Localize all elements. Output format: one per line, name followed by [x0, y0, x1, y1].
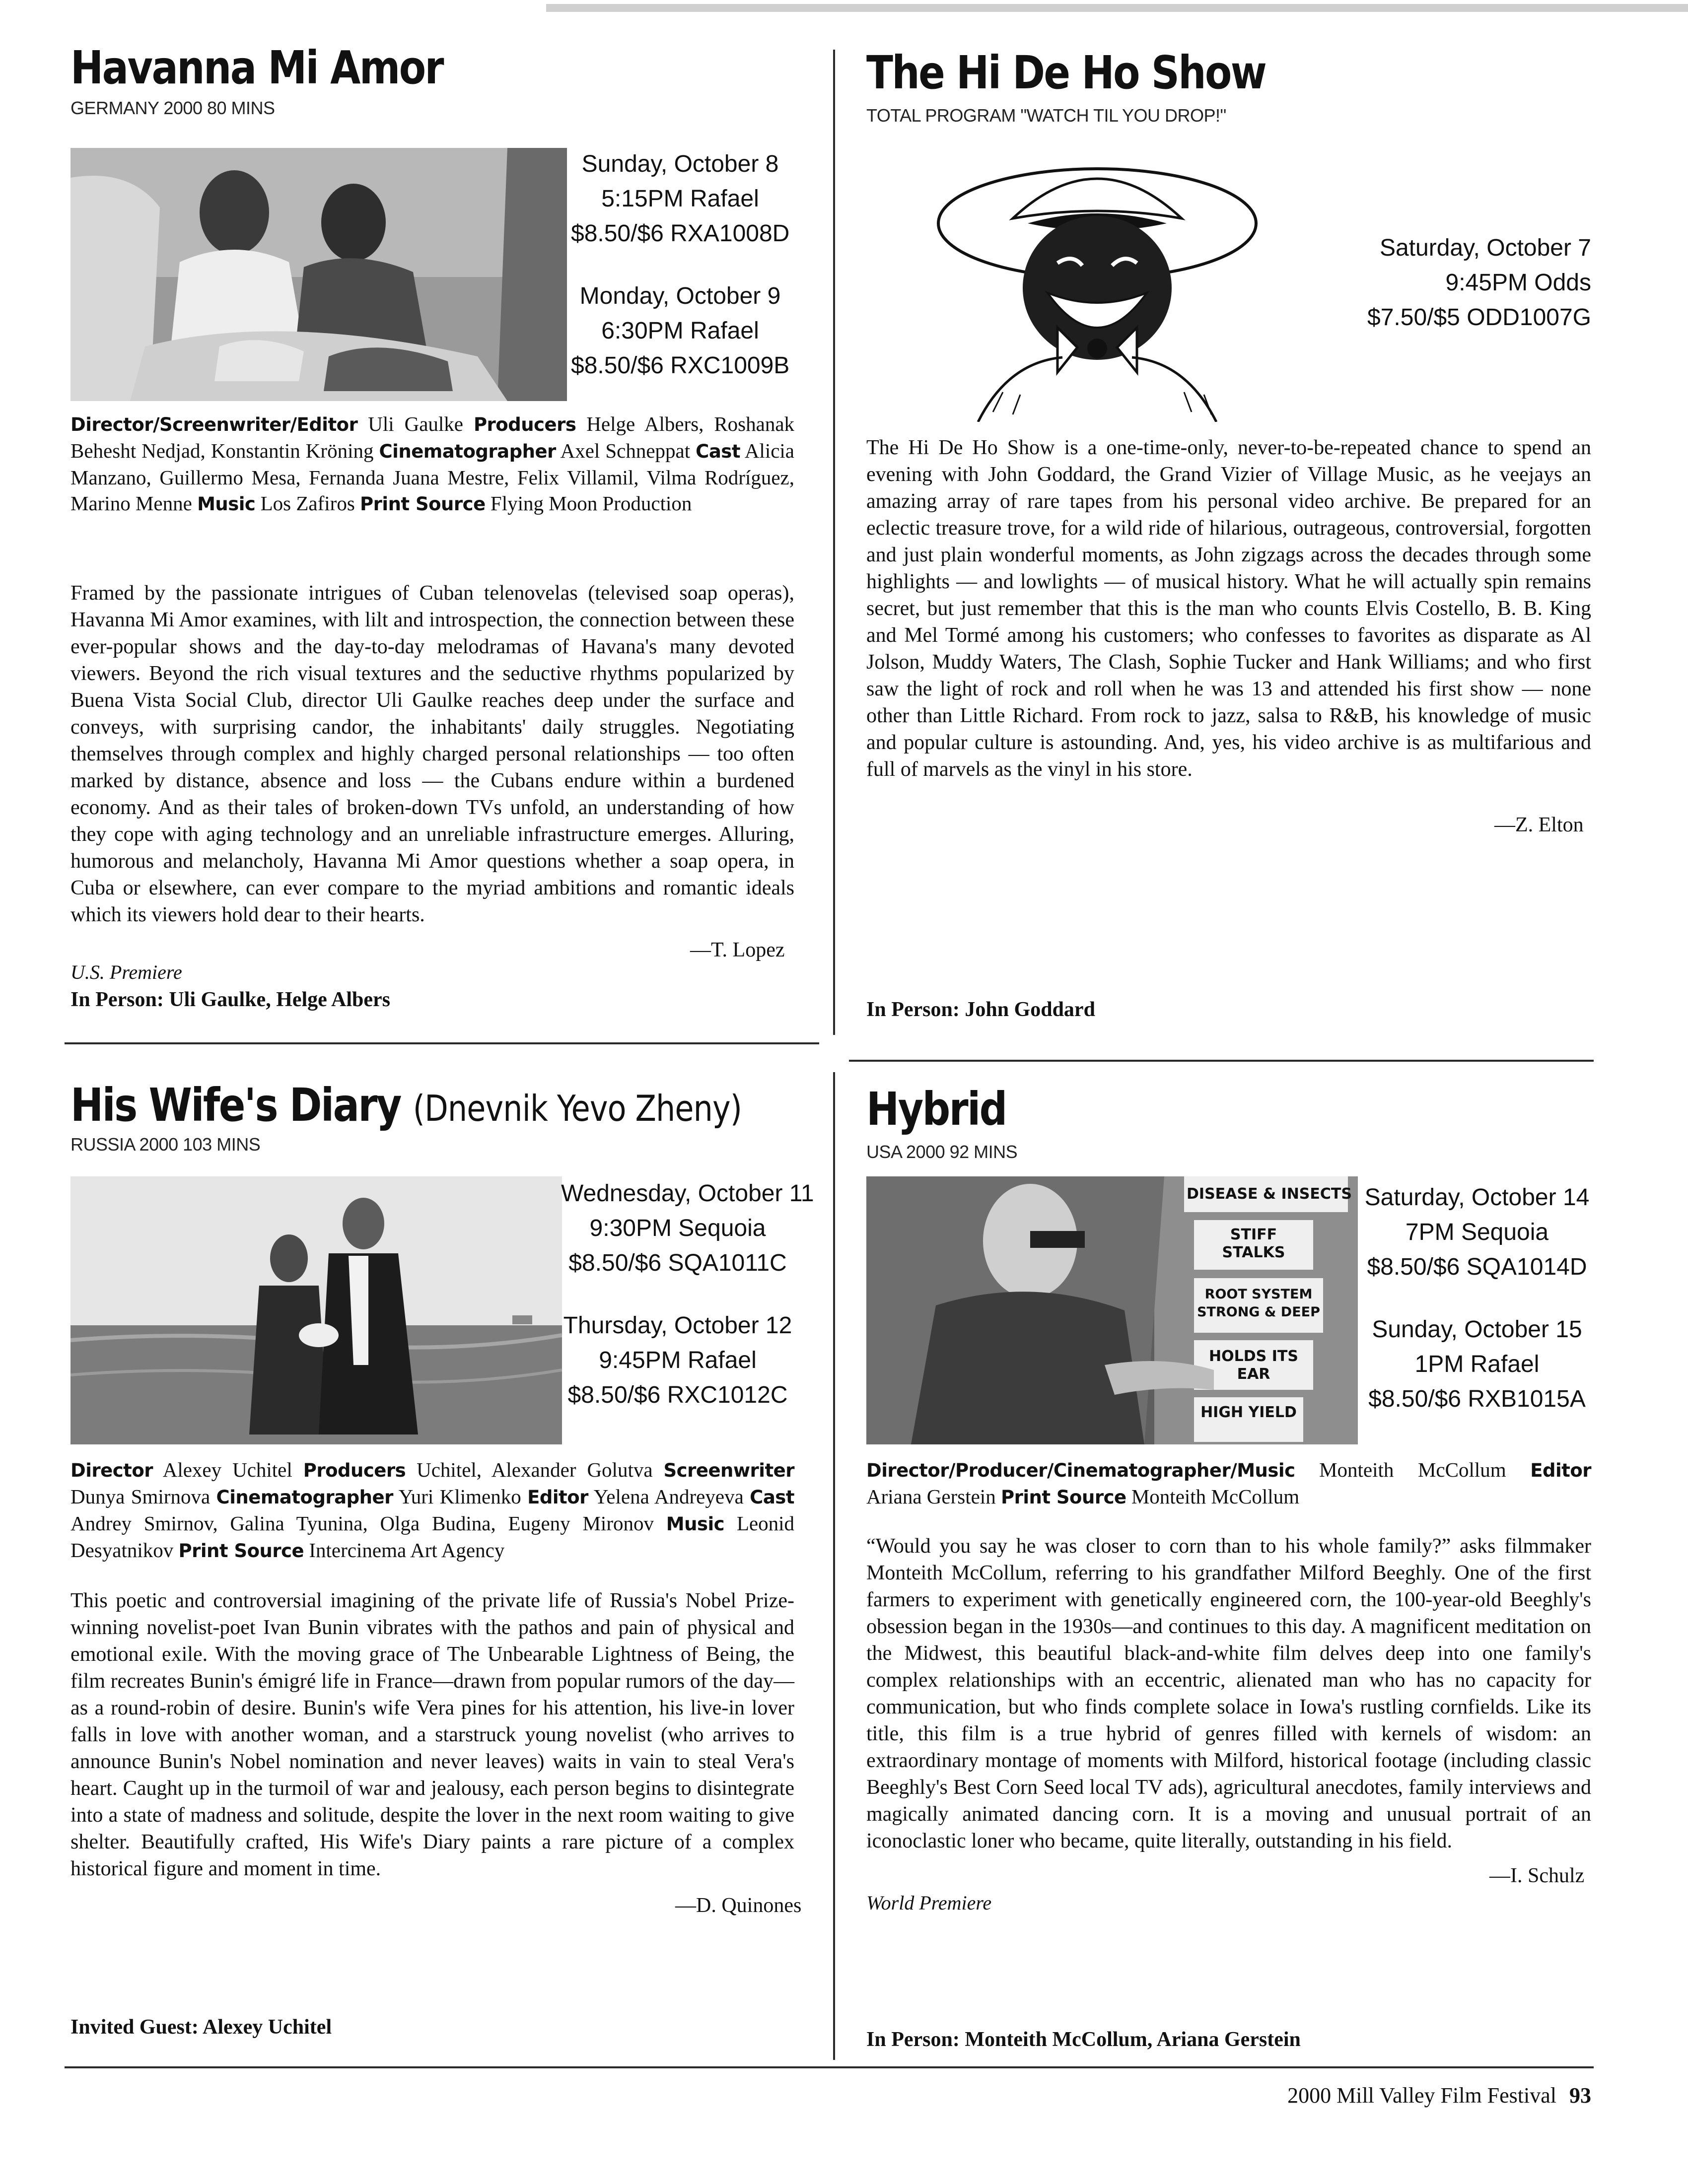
film-meta: USA 2000 92 MINS — [866, 1142, 1018, 1162]
film-meta: RUSSIA 2000 103 MINS — [70, 1134, 261, 1155]
showtime — [1340, 231, 1591, 335]
showtime — [571, 147, 789, 251]
film-still — [70, 1176, 562, 1444]
show-price: $8.50/$6 SQA1014D — [1367, 1254, 1587, 1280]
showtime — [1363, 1180, 1591, 1285]
premiere-label: World Premiere — [866, 1892, 992, 1914]
section-divider-right — [849, 1060, 1594, 1062]
credit-names: Leonid Desyatnikov — [70, 1512, 795, 1562]
credit-role: Director/Producer/Cinematographer/Music — [866, 1460, 1295, 1481]
film-title: The Hi De Ho Show — [866, 46, 1266, 99]
show-price: $7.50/$5 ODD1007G — [1367, 304, 1591, 331]
show-time: 1PM Rafael — [1414, 1351, 1540, 1377]
column-divider-top — [833, 50, 835, 1035]
show-price: $8.50/$6 RXB1015A — [1368, 1386, 1586, 1412]
review-byline: —I. Schulz — [1489, 1864, 1585, 1887]
show-time: 5:15PM Rafael — [601, 186, 759, 212]
credits — [70, 1457, 794, 1564]
showtimes — [561, 1176, 814, 1440]
show-day: Monday, October 9 — [579, 283, 781, 309]
show-time: 7PM Sequoia — [1405, 1219, 1549, 1245]
show-day: Saturday, October 7 — [1380, 235, 1591, 261]
credit-names: Ariana Gerstein — [866, 1485, 996, 1508]
show-time: 9:30PM Sequoia — [589, 1215, 766, 1241]
credit-names: Intercinema Art Agency — [309, 1539, 505, 1562]
show-day: Thursday, October 12 — [563, 1312, 792, 1339]
review-byline: —Z. Elton — [1494, 814, 1584, 836]
credit-names: Helge Albers, Roshanak Behesht Nedjad, Konstantin Kröning — [70, 412, 795, 462]
credit-names: Monteith McCollum — [1131, 1485, 1300, 1508]
section-divider-left — [65, 1042, 819, 1044]
credit-role: Director/Screenwriter/Editor — [70, 414, 358, 435]
film-title: Hybrid — [866, 1083, 1006, 1136]
credit-names: Los Zafiros — [260, 492, 355, 515]
credit-names: Flying Moon Production — [490, 492, 692, 515]
credit-role: Director — [70, 1460, 153, 1481]
in-person-guests: In Person: John Goddard — [866, 998, 1095, 1021]
film-meta: GERMANY 2000 80 MINS — [70, 98, 275, 118]
photo-sign: ROOT SYSTEM STRONG & DEEP — [1197, 1287, 1320, 1320]
show-day: Wednesday, October 11 — [561, 1180, 814, 1207]
credit-role: Editor — [527, 1487, 588, 1508]
page-number: 93 — [1569, 2083, 1591, 2108]
credit-names: Uchitel, Alexander Golutva — [417, 1458, 653, 1481]
photo-sign: HOLDS ITS EAR — [1209, 1348, 1298, 1383]
credits — [70, 411, 794, 517]
show-day: Saturday, October 14 — [1364, 1184, 1590, 1211]
credit-role: Cinematographer — [379, 441, 556, 462]
credit-names: Yelena Andreyeva — [593, 1485, 744, 1508]
synopsis: Framed by the passionate intrigues of Cuban telenovelas (televised soap operas), Havanna Mi Amor examines, with lilt and introspection, the connection between these ever-popular shows and the day-to-day melodramas of Havana's many devoted viewers. Beyond the rich visual textures and the seductive rhythms popularized by Buena Vista Social Club, director Uli Gaulke reaches deep under the surface and conveys, with surprising candor, the inhabitants' daily struggles. Negotiating themselves through complex and highly charged personal relationships — too often marked by distance, absence and loss — the Cubans endure within a burdened economy. And as their tales of broken-down TVs unfold, an understanding of how they cope with aging technology and an unreliable infrastructure emerges. Alluring, humorous and melancholy, Havanna Mi Amor questions whether a soap opera, in Cuba or elsewhere, can ever compare to the myriad ambitions and romantic ideals which its viewers hold dear to their hearts. — [70, 582, 794, 926]
showtimes — [1340, 231, 1591, 363]
credit-names: Uli Gaulke — [368, 412, 463, 435]
in-person-guests: Invited Guest: Alexey Uchitel — [70, 2016, 332, 2039]
showtime — [1363, 1312, 1591, 1417]
showtime — [561, 1308, 794, 1413]
page-footer — [1287, 2083, 1591, 2108]
film-title: Havanna Mi Amor — [70, 41, 443, 94]
photo-sign: HIGH YIELD — [1200, 1404, 1297, 1421]
showtime — [571, 279, 789, 383]
showtimes — [571, 147, 789, 411]
credit-role: Music — [666, 1513, 725, 1535]
photo-sign: DISEASE & INSECTS — [1187, 1185, 1352, 1203]
film-illustration — [933, 144, 1281, 422]
footer-rule — [65, 2066, 1594, 2068]
credit-role: Print Source — [1000, 1487, 1126, 1508]
credit-role: Editor — [1530, 1460, 1591, 1481]
credit-names: Yuri Klimenko — [398, 1485, 521, 1508]
synopsis: “Would you say he was closer to corn than to his whole family?” asks filmmaker Monteith McCollum, referring to his grandfather Milford Beeghly. One of the first farmers to experiment with genetically engineered corn, the 100-year-old Beeghly's obsession began in the 1930s—and continues to this day. A magnificent meditation on the Midwest, this beautiful black-and-white film delves deep into one family's complex relationships with an eccentric, alienated man who has no capacity for communication, but who finds complete solace in Iowa's rustling cornfields. Like its title, this film is a true hybrid of genres filled with kernels of wisdom: an extraordinary montage of moments with Milford, historical footage (including classic Beeghly's Best Corn Seed local TV ads), agricultural anecdotes, family interviews and magically animated dancing corn. It is a moving and unusual portrait of an iconoclastic loner who became, quite literally, outstanding in his field. — [866, 1535, 1591, 1852]
credit-role: Music — [197, 493, 256, 515]
credit-names: Dunya Smirnova — [70, 1485, 211, 1508]
in-person-guests: In Person: Uli Gaulke, Helge Albers — [70, 988, 390, 1011]
film-meta: TOTAL PROGRAM "WATCH TIL YOU DROP!" — [866, 105, 1226, 126]
show-time: 6:30PM Rafael — [601, 318, 759, 344]
credit-names: Axel Schneppat — [560, 439, 691, 462]
review-byline: —T. Lopez — [690, 939, 785, 961]
photo-sign: STIFF STALKS — [1222, 1226, 1285, 1261]
credit-names: Alicia Manzano, Guillermo Mesa, Fernanda Juana Mestre, Felix Villamil, Vilma Rodríguez, Marino Menne — [70, 439, 794, 515]
show-price: $8.50/$6 RXC1009B — [571, 352, 790, 379]
credit-role: Print Source — [360, 493, 486, 515]
show-price: $8.50/$6 RXA1008D — [571, 220, 790, 247]
top-rule — [546, 4, 1688, 12]
review-byline: —D. Quinones — [675, 1894, 802, 1917]
premiere-label: U.S. Premiere — [70, 961, 182, 983]
festival-name: 2000 Mill Valley Film Festival — [1287, 2083, 1556, 2108]
credit-role: Producers — [473, 414, 576, 435]
credit-names: Alexey Uchitel — [162, 1458, 292, 1481]
film-title-original: (Dnevnik Yevo Zheny) — [413, 1088, 742, 1129]
film-still — [70, 148, 567, 401]
synopsis: The Hi De Ho Show is a one-time-only, never-to-be-repeated chance to spend an evening with John Goddard, the Grand Vizier of Village Music, as he veejays an amazing array of rare tapes from his personal video archive. Be prepared for an eclectic treasure trove, for a wild ride of hilarious, outrageous, controversial, forgotten and just plain wonderful moments, as John zigzags across the decades through some highlights — and lowlights — of musical history. What he will actually spin remains secret, but just remember that this is the man who counts Elvis Costello, B. B. King and Mel Tormé among his customers; who confesses to favorites as disparate as Al Jolson, Muddy Waters, The Clash, Sophie Tucker and Hank Williams; and who first saw the light of rock and roll when he was 13 and attended his first show — none other than Little Richard. From rock to jazz, salsa to R&B, his knowledge of music and popular culture is astounding. And, yes, his video archive is as multifarious and full of marvels as the vinyl in his store. — [866, 436, 1591, 781]
show-time: 9:45PM Odds — [1445, 270, 1591, 296]
film-title — [70, 1078, 742, 1136]
show-time: 9:45PM Rafael — [599, 1347, 757, 1373]
show-price: $8.50/$6 SQA1011C — [568, 1250, 787, 1276]
credit-role: Producers — [303, 1460, 406, 1481]
column-divider-bottom — [833, 1072, 835, 2060]
showtime — [561, 1176, 814, 1281]
credit-role: Cast — [750, 1487, 795, 1508]
credits — [866, 1457, 1591, 1510]
show-day: Sunday, October 8 — [581, 151, 779, 177]
credit-role: Print Source — [178, 1540, 304, 1562]
synopsis: This poetic and controversial imagining of the private life of Russia's Nobel Prize-winning novelist-poet Ivan Bunin vibrates with the pathos and pain of physical and emotional exile. With the moving grace of The Unbearable Lightness of Being, the film recreates Bunin's émigré life in France—drawn from popular rumors of the day—as a round-robin of desire. Bunin's wife Vera pines for his attention, his live-in lover falls in love with another woman, and a starstruck young novelist (who arrives to announce Bunin's Nobel nomination and never leaves) waits in vain to steal Vera's heart. Caught up in the turmoil of war and jealousy, each person begins to disintegrate into a state of madness and solitude, despite the lover in the next room waiting to give shelter. Beautifully crafted, His Wife's Diary paints a rare picture of a complex historical figure and moment in time. — [70, 1589, 794, 1880]
in-person-guests: In Person: Monteith McCollum, Ariana Gerstein — [866, 2028, 1301, 2051]
credit-role: Screenwriter — [663, 1460, 795, 1481]
showtimes — [1363, 1180, 1591, 1444]
film-still — [866, 1176, 1358, 1444]
credit-names: Monteith McCollum — [1319, 1458, 1506, 1481]
film-title-main: His Wife's Diary — [70, 1079, 401, 1132]
credit-role: Cast — [696, 441, 741, 462]
show-day: Sunday, October 15 — [1372, 1316, 1582, 1343]
show-price: $8.50/$6 RXC1012C — [567, 1382, 788, 1408]
credit-names: Andrey Smirnov, Galina Tyunina, Olga Budina, Eugeny Mironov — [70, 1512, 654, 1535]
credit-role: Cinematographer — [216, 1487, 393, 1508]
